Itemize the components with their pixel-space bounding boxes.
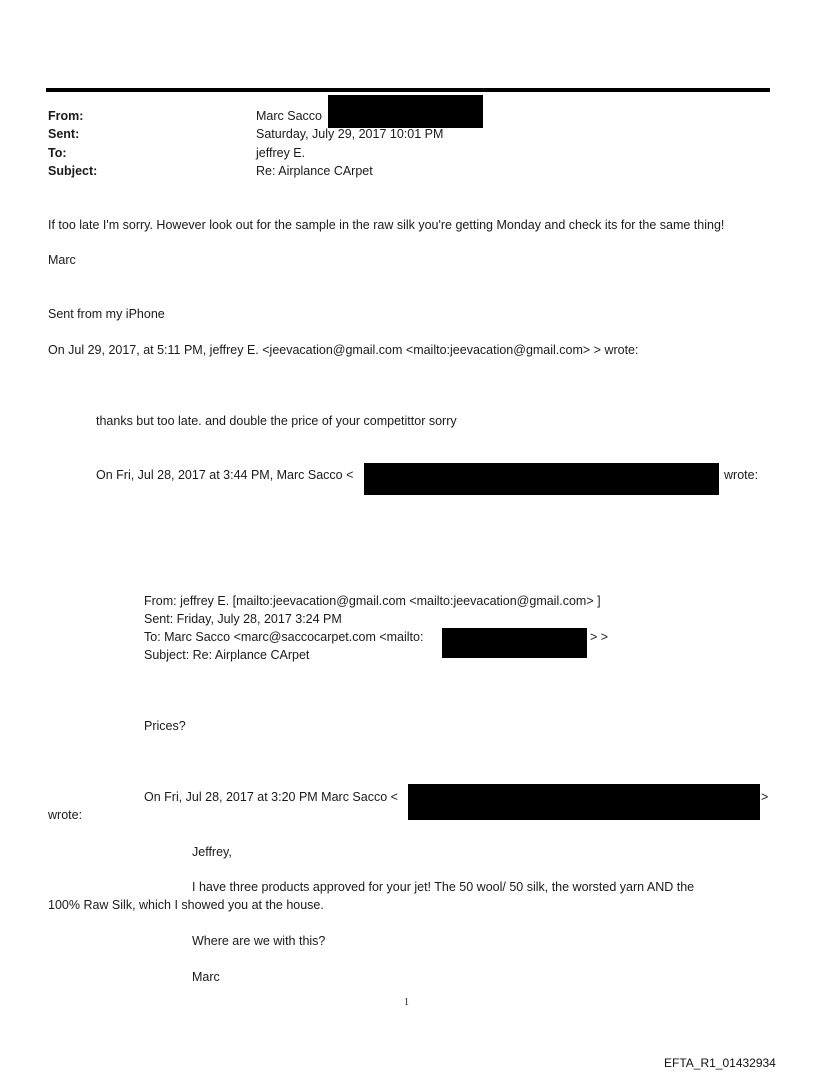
message-line: I have three products approved for your jet! The 50 wool/ 50 silk, the worsted yarn AND the <box>192 880 695 894</box>
document-id: EFTA_R1_01432934 <box>664 1056 776 1070</box>
to-label: To: <box>48 146 67 160</box>
redaction-box <box>364 463 719 495</box>
from-label: From: <box>48 109 84 123</box>
message-line: 100% Raw Silk, which I showed you at the house. <box>48 898 324 912</box>
from-value: Marc Sacco <box>256 109 322 123</box>
quoted-message: Prices? <box>144 719 186 733</box>
greeting: Jeffrey, <box>192 845 232 859</box>
quote-header: On Fri, Jul 28, 2017 at 3:20 PM Marc Sacco < <box>144 790 398 804</box>
forwarded-to: To: Marc Sacco <marc@saccocarpet.com <mailto: <box>144 630 424 644</box>
redaction-box <box>442 628 587 658</box>
sent-value: Saturday, July 29, 2017 10:01 PM <box>256 127 444 141</box>
message-paragraph: If too late I'm sorry. However look out for the sample in the raw silk you're getting Monday and check its for the same thing! <box>48 218 725 232</box>
forwarded-sent: Sent: Friday, July 28, 2017 3:24 PM <box>144 612 342 626</box>
quoted-message: thanks but too late. and double the price of your competittor sorry <box>96 414 457 428</box>
forwarded-subject: Subject: Re: Airplance CArpet <box>144 648 310 662</box>
forwarded-from: From: jeffrey E. [mailto:jeevacation@gmail.com <mailto:jeevacation@gmail.com> ] <box>144 594 601 608</box>
quote-header-end: > <box>761 790 769 804</box>
question: Where are we with this? <box>192 934 326 948</box>
to-value: jeffrey E. <box>256 146 306 160</box>
sent-from-note: Sent from my iPhone <box>48 307 165 321</box>
quote-header-end: wrote: <box>724 468 759 482</box>
signature: Marc <box>48 253 76 267</box>
quote-header-wrote: wrote: <box>48 808 83 822</box>
redaction-box <box>328 95 483 128</box>
page-number: 1 <box>404 997 409 1008</box>
quote-header: On Jul 29, 2017, at 5:11 PM, jeffrey E. <jeevacation@gmail.com <mailto:jeevacation@gmail.com> > wrote: <box>48 343 639 357</box>
signature: Marc <box>192 970 220 984</box>
quote-header: On Fri, Jul 28, 2017 at 3:44 PM, Marc Sacco < <box>96 468 354 482</box>
sent-label: Sent: <box>48 127 80 141</box>
redaction-box <box>408 784 760 820</box>
forwarded-to-end: > > <box>590 630 609 644</box>
subject-label: Subject: <box>48 164 98 178</box>
header-rule <box>46 88 770 92</box>
subject-value: Re: Airplance CArpet <box>256 164 373 178</box>
